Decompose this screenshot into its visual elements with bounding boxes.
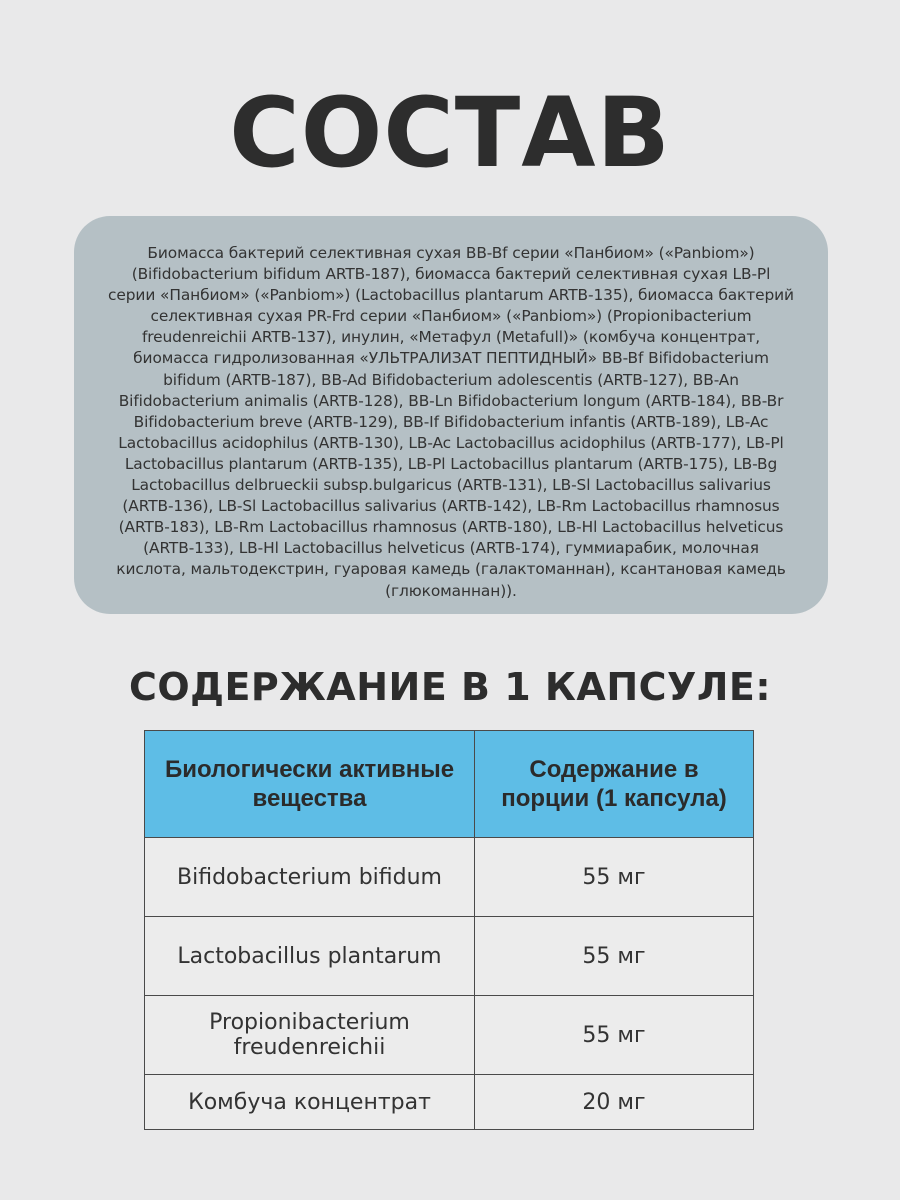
substance-cell: Комбуча концентрат xyxy=(145,1075,475,1130)
composition-text: Биомасса бактерий селективная сухая BB-Bf серии «Панбиом» («Panbiom») (Bifidobacterium bifidum ARTB-187), биомасса бактерий селективная сухая LB-Pl серии «Панбиом» («Panbiom») (Lactobacillus plantarum ARTB-135), биомасса бактерий селективная сухая PR-Frd серии «Панбиом» («Panbiom») (Propionibacterium freudenreichii ARTB-137), инулин, «Метафул (Metafull)» (комбуча концентрат, биомасса гидролизованная «УЛЬТРАЛИЗАТ ПЕПТИДНЫЙ» BB-Bf Bifidobacterium bifidum (ARTB-187), BB-Ad Bifidobacterium adolescentis (ARTB-127), BB-An Bifidobacterium animalis (ARTB-128), BB-Ln Bifidobacterium longum (ARTB-184), BB-Br Bifidobacterium breve (ARTB-129), BB-If Bifidobacterium infantis (ARTB-189), LB-Ac Lactobacillus acidophilus (ARTB-130), LB-Ac Lactobacillus acidophilus (ARTB-177), LB-Pl Lactobacillus plantarum (ARTB-135), LB-Pl Lactobacillus plantarum (ARTB-175), LB-Bg Lactobacillus delbrueckii subsp.bulgaricus (ARTB-131), LB-Sl Lactobacillus salivarius (ARTB-136), LB-Sl Lactobacillus salivarius (ARTB-142), LB-Rm Lactobacillus rhamnosus (ARTB-183), LB-Rm Lactobacillus rhamnosus (ARTB-180), LB-Hl Lactobacillus helveticus (ARTB-133), LB-Hl Lactobacillus helveticus (ARTB-174), гуммиарабик, молочная кислота, мальтодекстрин, гуаровая камедь (галактоманнан), ксантановая камедь (глюкоманнан)). xyxy=(108,244,794,600)
page-title: СОСТАВ xyxy=(229,77,671,189)
table-row xyxy=(145,1075,754,1130)
content-per-capsule-heading: СОДЕРЖАНИЕ В 1 КАПСУЛЕ: xyxy=(128,665,772,709)
table-row xyxy=(145,996,754,1075)
header-amount: Содержание в порции (1 капсула) xyxy=(475,731,754,838)
substance-cell: Propionibacterium freudenreichii xyxy=(145,996,475,1075)
substance-cell: Bifidobacterium bifidum xyxy=(145,838,475,917)
amount-cell: 55 мг xyxy=(475,917,754,996)
amount-cell: 20 мг xyxy=(475,1075,754,1130)
substance-cell: Lactobacillus plantarum xyxy=(145,917,475,996)
amount-cell: 55 мг xyxy=(475,996,754,1075)
table-row xyxy=(145,838,754,917)
header-substance: Биологически активные вещества xyxy=(145,731,475,838)
table-header-row xyxy=(145,731,754,838)
amount-cell: 55 мг xyxy=(475,838,754,917)
composition-card xyxy=(74,216,828,614)
content-table xyxy=(144,730,754,1130)
table-row xyxy=(145,917,754,996)
